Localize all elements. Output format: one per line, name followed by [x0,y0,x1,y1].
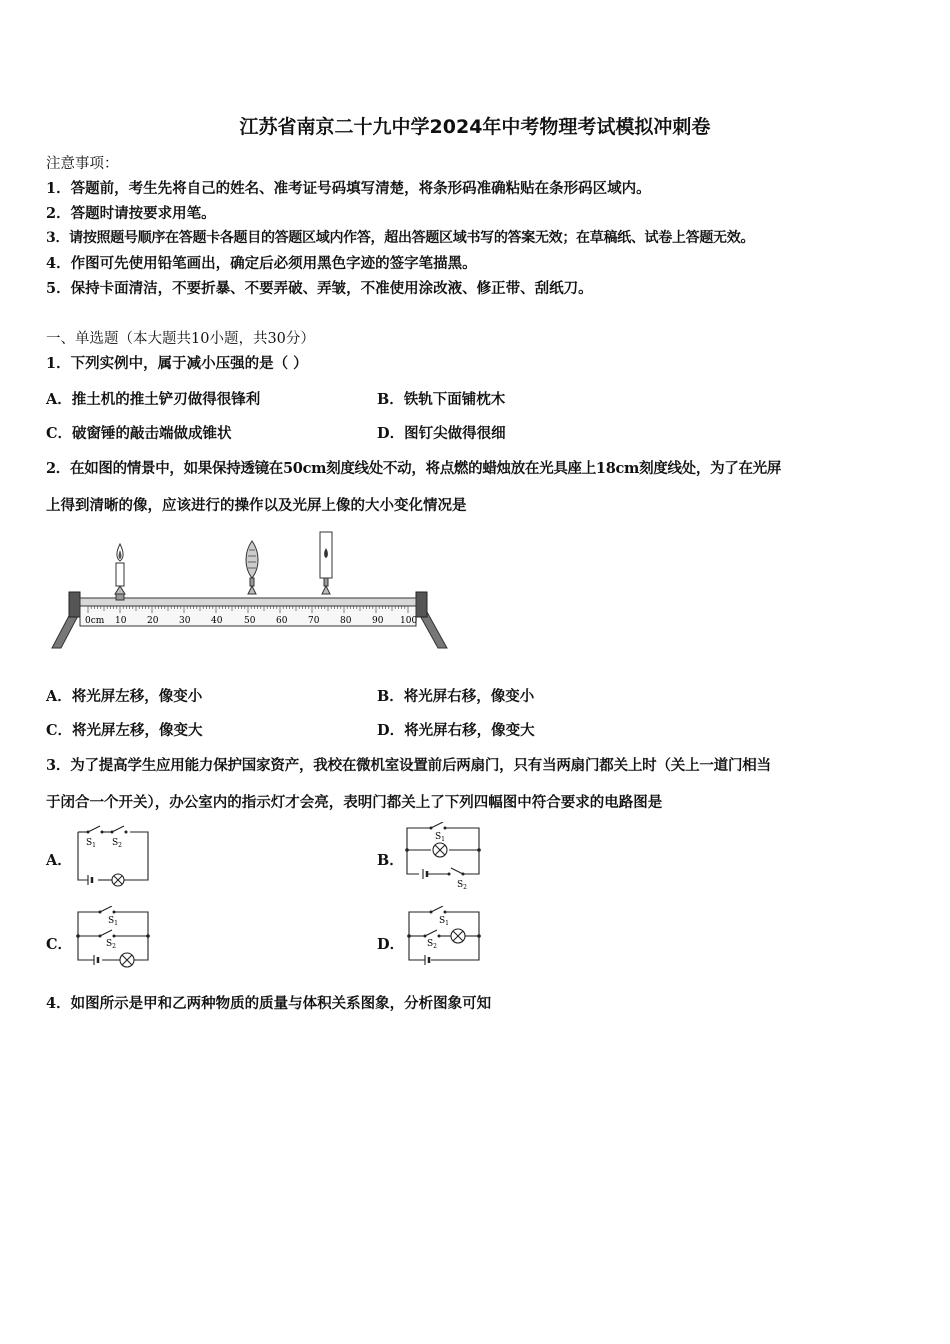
switch-s1-label: $S_1$ [435,832,445,843]
page-title: 江苏省南京二十九中学2024年中考物理考试模拟冲刺卷 [239,116,711,138]
q3-option-c-label: C． [46,936,73,953]
q1-option-a: A．推土机的推土铲刃做得很锋利 [46,391,261,408]
optical-bench-figure [46,530,456,655]
notice-item-2: 2．答题时请按要求用笔。 [46,205,216,222]
q3-stem-line1: 3．为了提高学生应用能力保护国家资产，我校在微机室设置前后两扇门，只有当两扇门都关上时（关上一道门相当 [46,757,771,774]
scale-label: 10 [115,616,127,626]
notice-item-1: 1．答题前，考生先将自己的姓名、准考证号码填写清楚，将条形码准确粘贴在条形码区域内。 [46,180,651,197]
q3-option-b-label: B． [377,852,404,869]
q4-stem: 4．如图所示是甲和乙两种物质的质量与体积关系图象，分析图象可知 [46,995,492,1012]
switch-s2-label: $S_2$ [457,880,467,891]
scale-label: 50 [244,616,256,626]
q1-option-c: C．破窗锤的敲击端做成锥状 [46,425,232,442]
switch-s2-label: $S_2$ [106,939,116,950]
switch-s1-label: $S_1$ [108,916,118,927]
rail-top [80,598,416,606]
notice-item-4: 4．作图可先使用铅笔画出，确定后必须用黑色字迹的签字笔描黑。 [46,255,477,272]
q1-option-b: B．铁轨下面铺枕木 [377,391,506,408]
right-end-cap [416,592,427,617]
q2-stem-line1: 2．在如图的情景中，如果保持透镜在50cm刻度线处不动，将点燃的蜡烛放在光具座上18cm刻度线处，为了在光屏 [46,460,782,477]
section-heading: 一、单选题（本大题共10小题，共30分） [46,331,315,347]
q2-option-b: B．将光屏右移，像变小 [377,688,535,705]
q2-option-d: D．将光屏右移，像变大 [377,722,535,739]
candle [115,544,125,600]
q2-stem-line2: 上得到清晰的像，应该进行的操作以及光屏上像的大小变化情况是 [46,497,467,514]
circuit-c [72,906,156,972]
circuit-b [403,822,485,892]
scale-label: 40 [211,616,223,626]
switch-s2-label: $S_2$ [112,838,122,849]
switch-s2-label: $S_2$ [427,939,437,950]
notice-item-5: 5．保持卡面清洁，不要折暴、不要弄破、弄皱，不准使用涂改液、修正带、刮纸刀。 [46,280,593,297]
circuit-d [403,906,487,972]
q1-option-d: D．图钉尖做得很细 [377,425,506,442]
q2-option-c: C．将光屏左移，像变大 [46,722,203,739]
switch-s1-label: $S_1$ [86,838,96,849]
light-screen [320,532,332,594]
switch-s1-label: $S_1$ [439,916,449,927]
scale-label: 60 [276,616,288,626]
q3-option-a-label: A． [46,852,72,869]
scale-label: 100 [400,616,418,626]
q3-stem-line2: 于闭合一个开关），办公室内的指示灯才会亮，表明门都关上了下列四幅图中符合要求的电路图是 [46,794,663,811]
scale-label: 70 [308,616,320,626]
scale-label: 0cm [85,616,105,626]
q3-option-d-label: D． [377,936,405,953]
notice-heading: 注意事项： [46,156,119,172]
q1-stem: 1．下列实例中，属于减小压强的是（ ） [46,355,308,372]
scale-label: 90 [372,616,384,626]
left-end-cap [69,592,80,617]
notice-item-3: 3．请按照题号顺序在答题卡各题目的答题区域内作答，超出答题区域书写的答案无效；在草稿纸、试卷上答题无效。 [46,230,755,246]
circuit-a [72,824,154,890]
lens [246,541,258,594]
scale-label: 20 [147,616,159,626]
q2-option-a: A．将光屏左移，像变小 [46,688,203,705]
scale-label: 80 [340,616,352,626]
scale-label: 30 [179,616,191,626]
